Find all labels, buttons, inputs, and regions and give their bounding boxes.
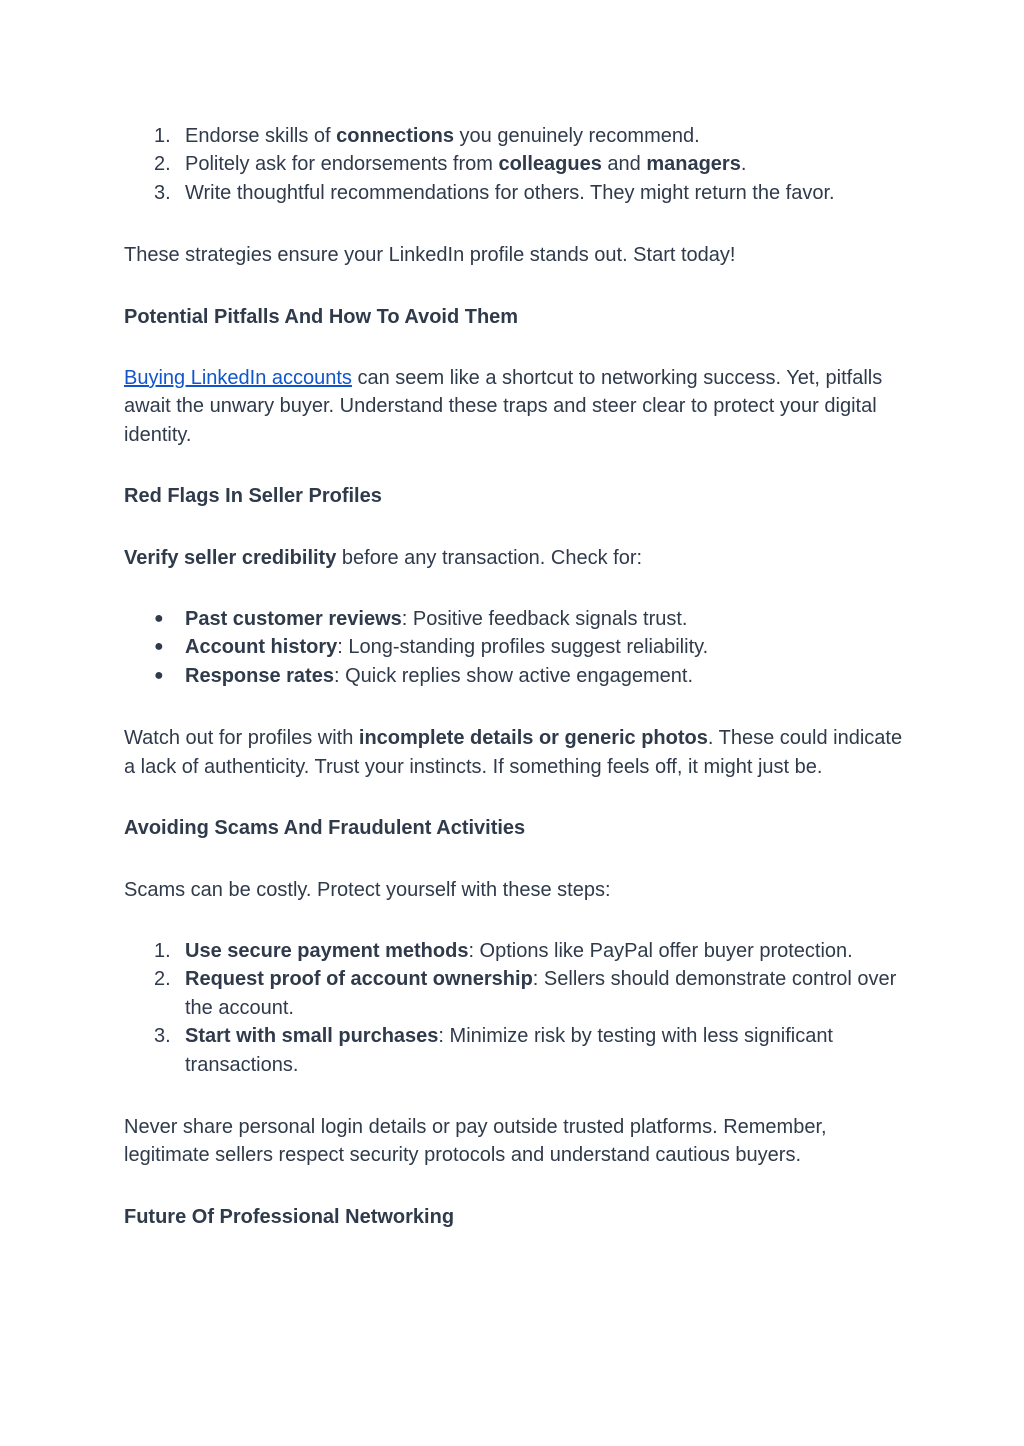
list-number: 3. <box>154 181 171 204</box>
list-bold-text: managers <box>646 153 741 176</box>
list-bold-text: Past customer reviews <box>185 608 402 631</box>
list-number: 2. <box>154 153 171 176</box>
list-item <box>124 179 904 207</box>
list-bold-text: Account history <box>185 636 338 659</box>
heading-pitfalls: Potential Pitfalls And How To Avoid Them <box>124 305 519 328</box>
list-number: 3. <box>154 1025 171 1048</box>
list-item <box>124 605 904 633</box>
list-text: : Options like PayPal offer buyer protection. <box>468 939 853 962</box>
list-bold-text: colleagues <box>498 153 602 176</box>
bold-text: incomplete details or generic photos <box>358 727 708 750</box>
endorsement-list <box>124 122 904 207</box>
heading-red-flags: Red Flags In Seller Profiles <box>124 485 382 508</box>
list-number: 1. <box>154 939 171 962</box>
paragraph-never: Never share personal login details or pay outside trusted platforms. Remember, legitimate sellers respect security protocols and understand cautious buyers. <box>124 1115 827 1167</box>
paragraph-text: before any transaction. Check for: <box>336 546 643 569</box>
steps-list <box>124 937 904 1079</box>
list-item <box>124 150 904 178</box>
heading-scams: Avoiding Scams And Fraudulent Activities <box>124 817 526 840</box>
list-text: Write thoughtful recommendations for others. They might return the favor. <box>185 181 835 204</box>
list-bold-text: connections <box>336 125 454 147</box>
list-text: : Minimize risk by testing with less significant transactions. <box>185 1025 833 1076</box>
buying-accounts-link[interactable]: Buying LinkedIn accounts <box>124 367 352 390</box>
list-bold-text: Response rates <box>185 664 334 687</box>
list-item <box>124 633 904 661</box>
list-text: Politely ask for endorsements from <box>185 153 499 176</box>
bold-text: Verify seller credibility <box>124 546 337 569</box>
paragraph-text: . These could indicate a lack of authenticity. Trust your instincts. If something feels off, it might just be. <box>124 727 903 778</box>
paragraph-scams: Scams can be costly. Protect yourself with these steps: <box>124 878 611 901</box>
paragraph-buying <box>124 364 904 449</box>
list-text: : Positive feedback signals trust. <box>401 608 688 631</box>
bullet-icon: ● <box>154 638 164 656</box>
paragraph-watch <box>124 724 904 781</box>
list-number: 1. <box>154 125 171 147</box>
list-item <box>124 122 904 150</box>
list-text: . <box>740 153 747 176</box>
list-item <box>124 965 904 1022</box>
list-number: 2. <box>154 968 171 991</box>
list-text: : Quick replies show active engagement. <box>333 664 694 687</box>
list-text: : Sellers should demonstrate control over the account. <box>185 968 897 1019</box>
list-text: Endorse skills of <box>185 125 337 147</box>
list-bold-text: Request proof of account ownership <box>185 968 533 991</box>
check-list <box>124 605 904 690</box>
list-text: you genuinely recommend. <box>453 125 700 147</box>
list-text: : Long-standing profiles suggest reliability. <box>337 636 709 659</box>
paragraph-strategies: These strategies ensure your LinkedIn profile stands out. Start today! <box>124 244 736 267</box>
list-item <box>124 937 904 965</box>
heading-future: Future Of Professional Networking <box>124 1205 455 1228</box>
list-bold-text: Use secure payment methods <box>185 939 469 962</box>
document-content <box>124 122 904 1231</box>
list-item <box>124 662 904 690</box>
bullet-icon: ● <box>154 610 164 628</box>
list-text: and <box>601 153 647 176</box>
paragraph-verify <box>124 544 904 572</box>
list-bold-text: Start with small purchases <box>185 1025 439 1048</box>
paragraph-text: can seem like a shortcut to networking success. Yet, pitfalls await the unwary buyer. Understand these traps and steer clear to protect your digital identity. <box>124 367 883 446</box>
list-item <box>124 1022 904 1079</box>
bullet-icon: ● <box>154 666 164 684</box>
paragraph-text: Watch out for profiles with <box>124 727 359 750</box>
